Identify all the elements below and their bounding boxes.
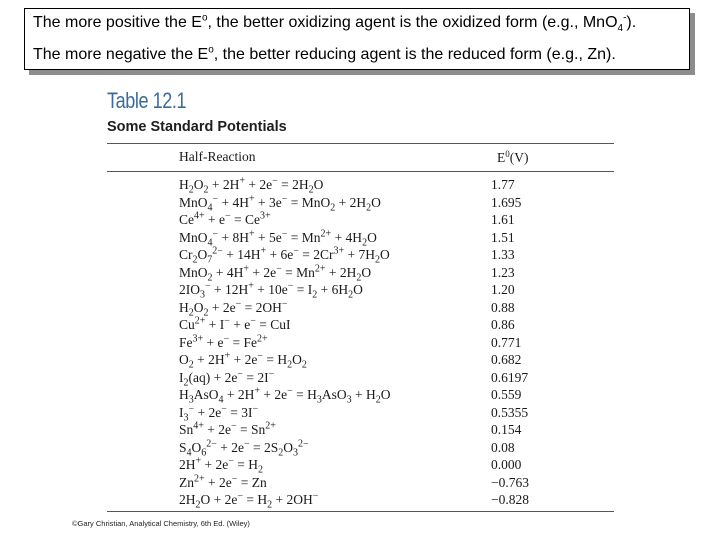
table-rule-header xyxy=(107,171,614,172)
callout-box xyxy=(24,8,690,70)
table-row xyxy=(0,230,720,247)
potential-value-cell: 0.559 xyxy=(491,387,522,402)
potential-value-cell: 0.000 xyxy=(491,457,522,472)
half-reaction-cell: $Cu^{2+} + I^- + e^-$ = CuI xyxy=(179,315,291,332)
half-reaction-cell: $S_4O_6^{2-} + 2e^- = 2S_2O_3^{2-}$ xyxy=(179,438,309,459)
potential-value-cell: 1.695 xyxy=(491,194,522,210)
half-reaction-cell: $Cr_2O_7^{2-} + 14H^+ + 6e^- = 2Cr^{3+} + 7H_2O$ xyxy=(179,245,390,266)
half-reaction-cell: $2H_2O + 2e^- = H_2 + 2OH^-$ xyxy=(179,490,319,511)
potential-value-cell: 0.154 xyxy=(491,422,522,437)
half-reaction-cell: $MnO_4^- + 4H^+ + 3e^- = MnO_2 + 2H_2O$ xyxy=(179,193,381,214)
oxidizing-agent-note: The more positive the $E^o$, the better oxidizing agent is the oxidized form (e.g., MnO$_4$-). xyxy=(33,12,637,35)
table-row xyxy=(0,317,720,334)
table-row xyxy=(0,265,720,282)
potential-value-cell: −0.828 xyxy=(491,492,529,507)
table-row xyxy=(0,195,720,212)
half-reaction-cell: $O_2 + 2H^+ + 2e^- = H_2O_2$ xyxy=(179,350,307,371)
potential-value-cell: 0.08 xyxy=(491,439,515,455)
half-reaction-cell: $MnO_4^- + 8H^+ + 5e^- = Mn^{2+} + 4H_2O$ xyxy=(179,228,377,249)
potential-value-cell: 1.77 xyxy=(491,177,515,192)
table-row xyxy=(0,212,720,229)
half-reaction-cell: $Sn^{4+} + 2e^- = Sn^{2+}$ xyxy=(179,420,276,437)
source-credit: ©Gary Christian, Analytical Chemistry, 6th Ed. (Wiley) xyxy=(72,519,250,528)
half-reaction-cell: $2H^+ + 2e^- = H_2$ xyxy=(179,455,264,476)
half-reaction-cell: $MnO_2 + 4H^+ + 2e^- = Mn^{2+} + 2H_2O$ xyxy=(179,263,372,284)
potential-value-cell: 0.86 xyxy=(491,317,515,332)
table-row xyxy=(0,492,720,509)
half-reaction-cell: $Ce^{4+} + e^- = Ce^{3+}$ xyxy=(179,210,271,227)
table-row xyxy=(0,405,720,422)
potential-value-cell: 1.20 xyxy=(491,282,515,297)
table-row xyxy=(0,387,720,404)
potential-value-cell: 1.33 xyxy=(491,247,515,262)
table-row xyxy=(0,352,720,369)
table-row xyxy=(0,475,720,492)
table-row xyxy=(0,300,720,317)
potential-value-cell: 1.51 xyxy=(491,229,515,245)
half-reaction-cell: $H_3AsO_4 + 2H^+ + 2e^- = H_3AsO_3 + H_2O$ xyxy=(179,385,391,406)
table-row xyxy=(0,440,720,457)
half-reaction-cell: $Zn^{2+} + 2e^- = Zn$ xyxy=(179,473,267,490)
table-rule-top xyxy=(107,143,614,144)
half-reaction-cell: $2IO_3^- + 12H^+ + 10e^- = I_2 + 6H_2O$ xyxy=(179,280,363,301)
table-row xyxy=(0,335,720,352)
potential-value-cell: 0.682 xyxy=(491,352,522,367)
table-subtitle: Some Standard Potentials xyxy=(107,119,287,135)
half-reaction-cell: $I_3^- + 2e^- = 3I^-$ xyxy=(179,403,259,424)
half-reaction-cell: $Fe^{3+} + e^- = Fe^{2+}$ xyxy=(179,333,268,350)
table-rule-bottom xyxy=(107,511,614,512)
potential-value-cell: 0.771 xyxy=(491,334,522,350)
half-reaction-cell: $H_2O_2 + 2e^- = 2OH^-$ xyxy=(179,298,288,319)
potential-value-cell: −0.763 xyxy=(491,474,529,490)
potential-value-cell: 0.5355 xyxy=(491,404,529,420)
table-row xyxy=(0,247,720,264)
column-header-potential: $E^0(V)$ xyxy=(497,149,529,165)
potential-value-cell: 0.88 xyxy=(491,299,515,315)
potential-value-cell: 0.6197 xyxy=(491,369,529,385)
table-title: Table 12.1 xyxy=(107,88,187,113)
half-reaction-cell: $I_2(aq) + 2e^- = 2I^-$ xyxy=(179,368,275,389)
potential-value-cell: 1.61 xyxy=(491,212,515,227)
table-row xyxy=(0,282,720,299)
table-row xyxy=(0,457,720,474)
table-row xyxy=(0,422,720,439)
half-reaction-cell: $H_2O_2 + 2H^+ + 2e^- = 2H_2O$ xyxy=(179,175,324,196)
reducing-agent-note: The more negative the $E^o$, the better reducing agent is the reduced form (e.g., Zn). xyxy=(33,44,616,63)
table-row xyxy=(0,370,720,387)
column-header-half-reaction: Half-Reaction xyxy=(179,149,256,164)
table-row xyxy=(0,177,720,194)
potential-value-cell: 1.23 xyxy=(491,264,515,280)
